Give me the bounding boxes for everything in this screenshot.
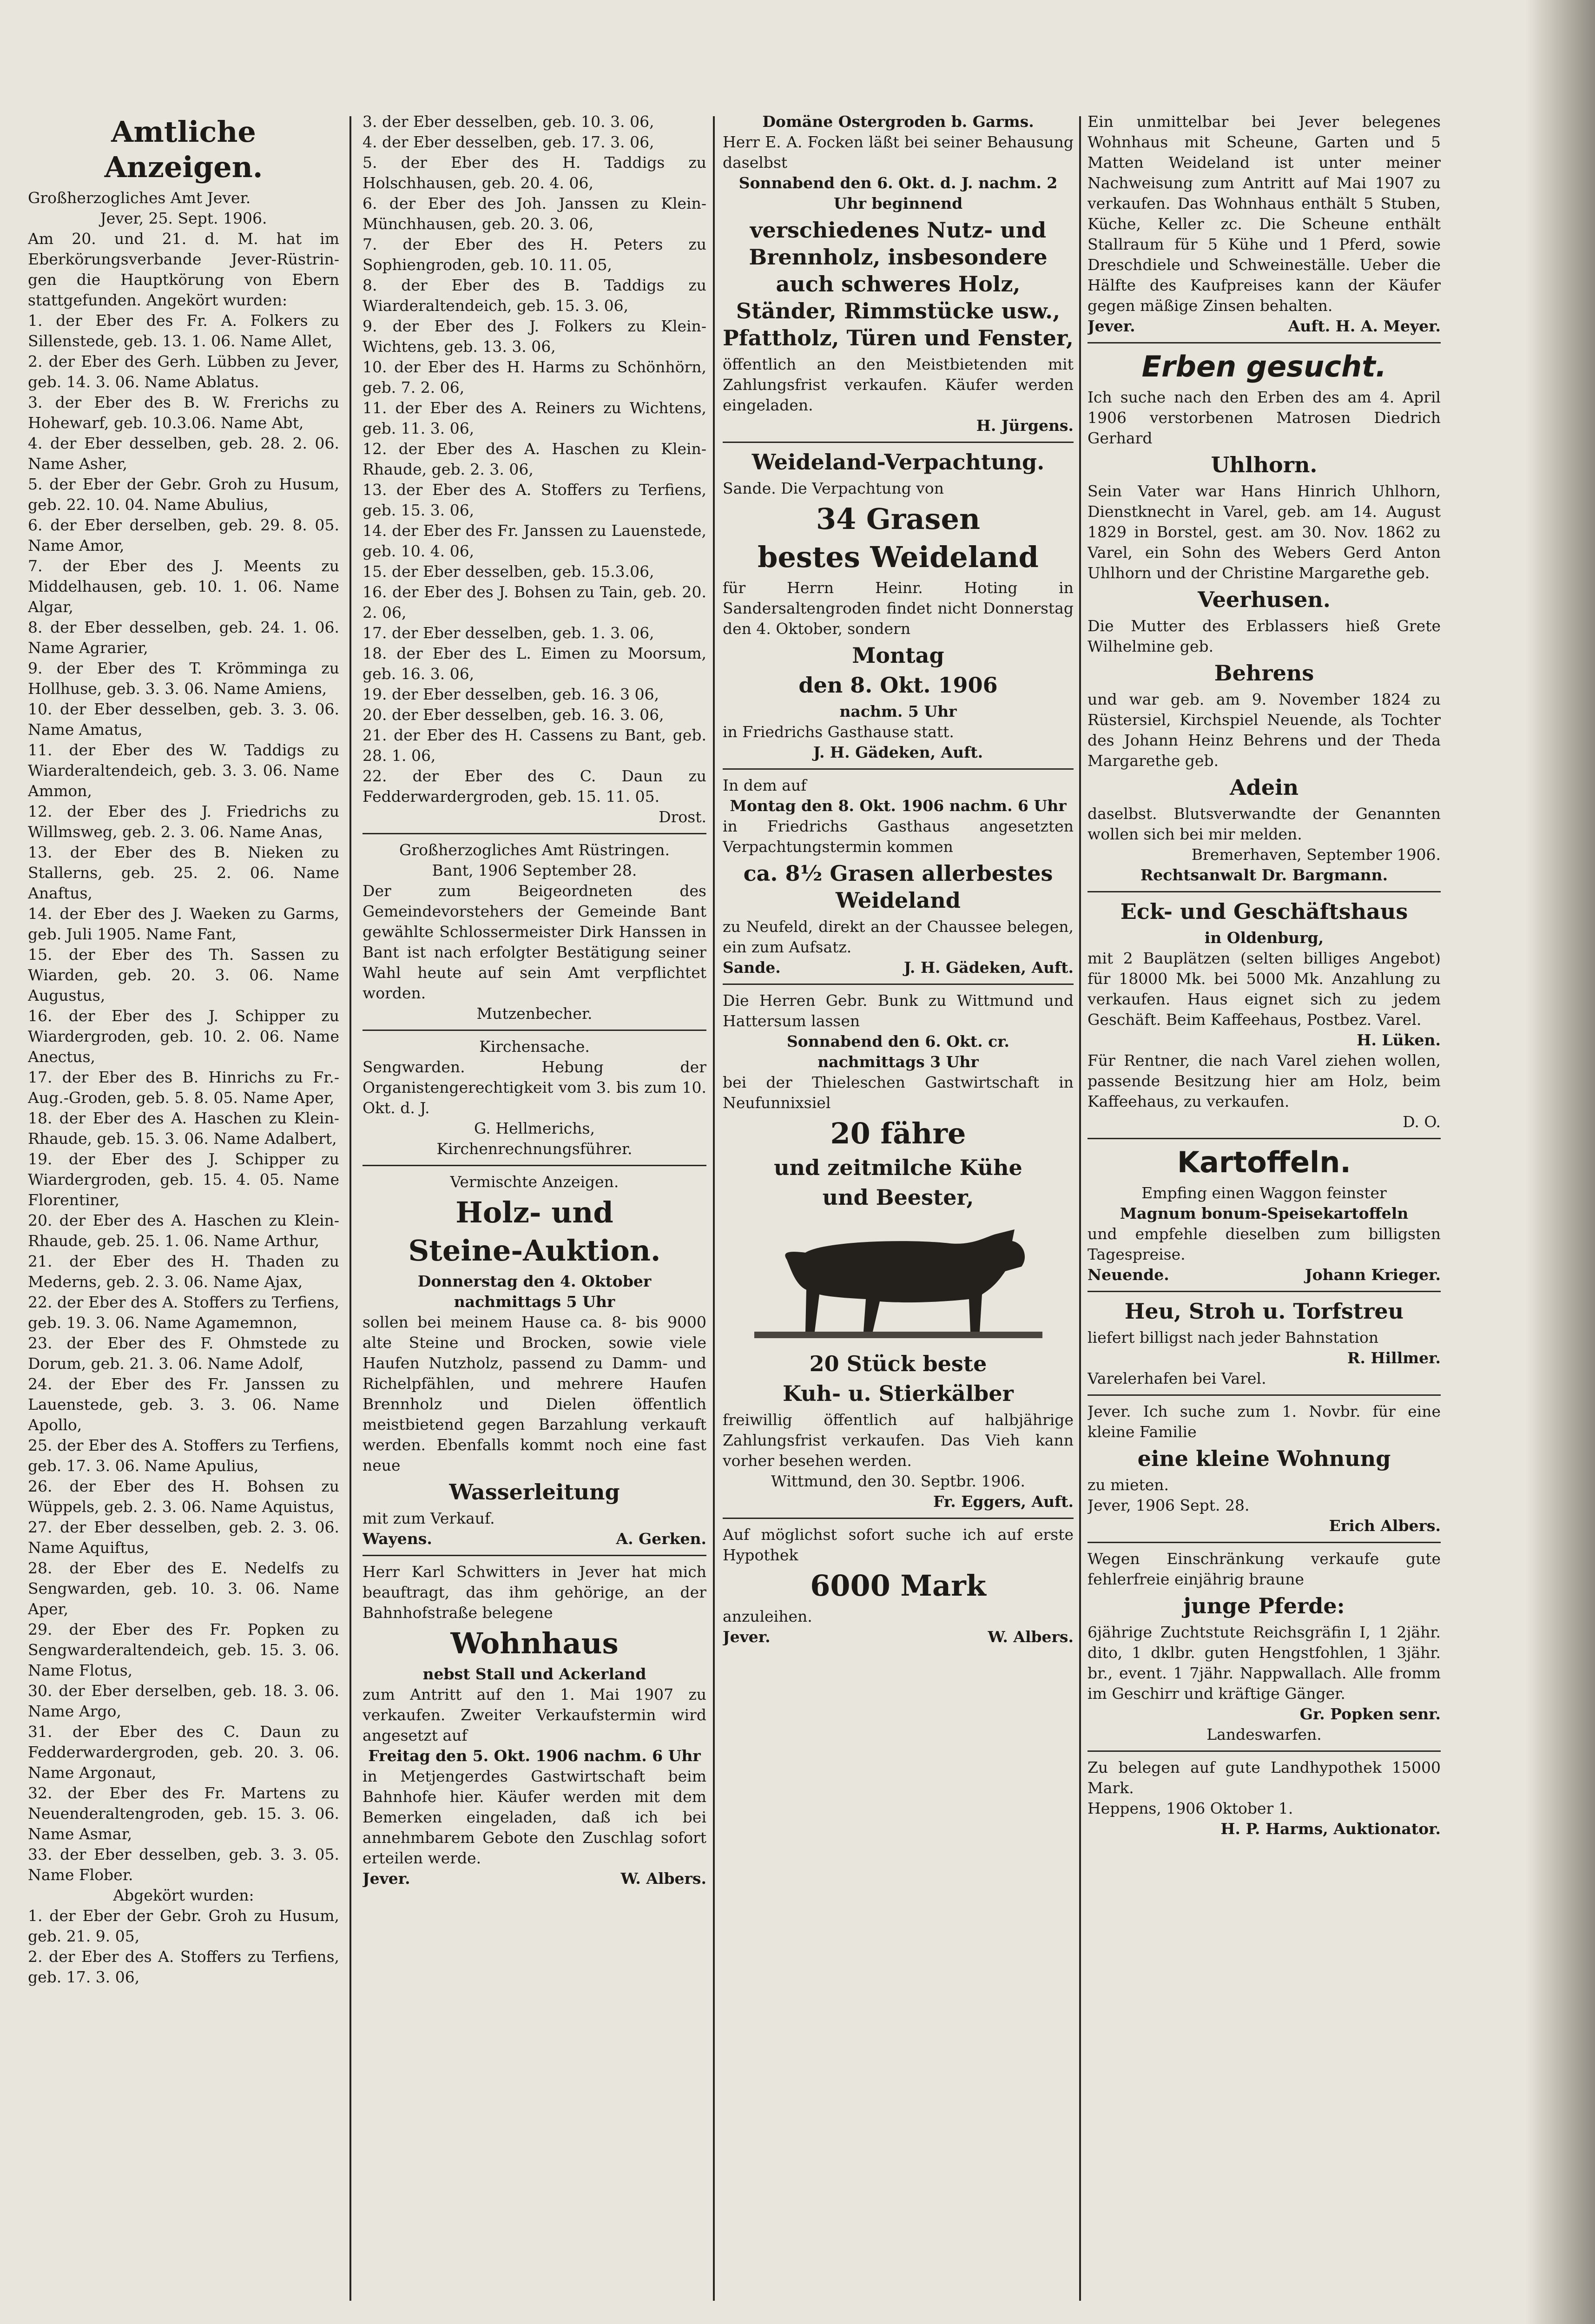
list-item: 12. der Eber des J. Friedrichs zu Willmsweg, geb. 2. 3. 06. Name Anas, (28, 802, 339, 841)
ad-text: Jever. Ich suche zum 1. Novbr. für eine kleine Familie (1088, 1402, 1441, 1441)
ad-subheadline: in Oldenburg, (1204, 929, 1324, 947)
ad-name: Adein (1229, 775, 1299, 800)
signature-place: Jever. (723, 1628, 771, 1646)
list-item: 10. der Eber desselben, geb. 3. 3. 06. Name Amatus, (28, 700, 339, 739)
list-item: 11. der Eber des A. Reiners zu Wichtens, geb. 11. 3. 06, (362, 399, 706, 437)
ad-headline: Holz- und (455, 1195, 613, 1229)
list-item: 33. der Eber desselben, geb. 3. 3. 05. Name Flober. (28, 1845, 339, 1884)
list-item: 19. der Eber desselben, geb. 16. 3 06, (362, 685, 659, 703)
list-item: 28. der Eber des E. Nedelfs zu Sengwarden, geb. 10. 3. 06. Name Aper, (28, 1559, 339, 1618)
list-item: 22. der Eber des C. Daun zu Fedderwardergroden, geb. 15. 11. 05. (362, 767, 706, 805)
ad-headline-large: junge Pferde: (1183, 1593, 1345, 1618)
ad-headline: Kartoffeln. (1177, 1145, 1351, 1179)
ad-text: für Herrn Heinr. Hoting in Sandersaltengroden findet nicht Donnerstag den 4. Oktober, sondern (723, 579, 1074, 638)
divider (1088, 1542, 1441, 1543)
list-item: 7. der Eber des H. Peters zu Sophiengroden, geb. 10. 11. 05, (362, 235, 706, 274)
ad-text: und war geb. am 9. November 1824 zu Rüstersiel, Kirchspiel Neuende, als Tochter des Johann Heinz Behrens und der Theda Margarethe geb. (1088, 690, 1441, 770)
ad-signature (723, 957, 1074, 978)
ad-text: mit zum Verkauf. (362, 1509, 495, 1527)
signature-name: J. H. Gädeken, Auft. (903, 958, 1074, 977)
ad-headline: Weideland-Verpachtung. (751, 449, 1045, 475)
ad-text: bei der Thieleschen Gastwirtschaft in Neufunnixsiel (723, 1073, 1074, 1112)
ad-name: Veerhusen. (1198, 587, 1331, 612)
ad-text: zu Neufeld, direkt an der Chaussee belegen, ein zum Aufsatz. (723, 918, 1074, 956)
ad-signature: D. O. (1403, 1113, 1441, 1131)
list-item: 4. der Eber desselben, geb. 17. 3. 06, (362, 133, 654, 151)
ad-name: Uhlhorn. (1211, 452, 1318, 477)
notice-date: Bant, 1906 September 28. (432, 861, 637, 879)
ad-datetime: nachm. 5 Uhr (839, 702, 957, 720)
list-item: 4. der Eber desselben, geb. 28. 2. 06. Name Asher, (28, 434, 339, 473)
divider (362, 1030, 706, 1031)
list-item: 17. der Eber desselben, geb. 1. 3. 06, (362, 624, 654, 642)
ad-text: Zu belegen auf gute Landhypothek 15000 Mark. (1088, 1758, 1441, 1797)
signature-name: Auft. H. A. Meyer. (1288, 317, 1441, 335)
divider (723, 442, 1074, 443)
signature-name: W. Albers. (988, 1628, 1074, 1646)
list-item: 14. der Eber des J. Waeken zu Garms, geb. Juli 1905. Name Fant, (28, 905, 339, 943)
signature: Mutzenbecher. (476, 1004, 593, 1023)
list-item: 24. der Eber des Fr. Janssen zu Lauenstede, geb. 3. 3. 06. Name Apollo, (28, 1375, 339, 1434)
column-4 (1088, 112, 1441, 2296)
ad-text: Für Rentner, die nach Varel ziehen wollen, passende Besitzung hier am Holz, beim Kaffeehaus, zu verkaufen. (1088, 1051, 1441, 1110)
boar-list-continued (362, 112, 706, 807)
divider (1088, 342, 1441, 343)
ad-text: in Friedrichs Gasthaus angesetzten Verpachtungstermin kommen (723, 817, 1074, 856)
section-subtitle: Kirchensache. (479, 1037, 590, 1056)
signature-place: Jever. (1088, 317, 1135, 335)
list-item: 9. der Eber des J. Folkers zu Klein-Wichtens, geb. 13. 3. 06, (362, 317, 706, 356)
list-item: 18. der Eber des L. Eimen zu Moorsum, geb. 16. 3. 06, (362, 644, 706, 683)
ad-text: in Friedrichs Gasthause statt. (723, 723, 954, 741)
boar-list (28, 310, 339, 1885)
divider (1088, 1394, 1441, 1396)
list-item: 3. der Eber desselben, geb. 10. 3. 06, (362, 112, 654, 131)
ad-headline: Wasserleitung (449, 1479, 620, 1505)
ad-text: mit 2 Bauplätzen (selten billiges Angebot) für 18000 Mk. bei 5000 Mk. Anzahlung zu verkaufen. Haus eignet sich zu jedem Geschäft. Beim Kaffeehaus, Postbez. Varel. (1088, 949, 1441, 1029)
list-item: 2. der Eber des A. Stoffers zu Terfiens, geb. 17. 3. 06, (28, 1948, 339, 1986)
signature-place: Jever. (362, 1869, 410, 1888)
ad-datetime: den 8. Okt. 1906 (798, 673, 998, 698)
list-item: 20. der Eber des A. Haschen zu Klein-Rhaude, geb. 25. 1. 06. Name Arthur, (28, 1211, 339, 1250)
ad-text: Empfing einen Waggon feinster (1141, 1184, 1387, 1202)
ad-text: daselbst. Blutsverwandte der Genannten wollen sich bei mir melden. (1088, 805, 1441, 843)
list-item: 29. der Eber des Fr. Popken zu Sengwarderaltendeich, geb. 15. 3. 06. Name Flotus, (28, 1620, 339, 1679)
ad-datetime: Montag den 8. Okt. 1906 nachm. 6 Uhr (730, 797, 1067, 815)
notice-text: Der zum Beigeordneten des Gemeindevorstehers der Gemeinde Bant gewählte Schlossermeister Dirk Hanssen in Bant ist nach erfolgter Bestätigung seiner Wahl heute auf sein Amt verpflichtet worden. (362, 882, 706, 1002)
list-item: 32. der Eber des Fr. Martens zu Neuenderaltengroden, geb. 15. 3. 06. Name Asmar, (28, 1784, 339, 1843)
list-item: 21. der Eber des H. Cassens zu Bant, geb. 28. 1. 06, (362, 726, 706, 765)
list-item: 31. der Eber des C. Daun zu Fedderwardergroden, geb. 20. 3. 06. Name Argonaut, (28, 1723, 339, 1782)
ad-text: Sein Vater war Hans Hinrich Uhlhorn, Dienstknecht in Varel, geb. am 14. August 1829 in Borstel, gest. am 30. Nov. 1862 zu Varel, ein Sohn des Webers Gerd Anton Uhlhorn und der Christine Margarethe geb. (1088, 482, 1441, 582)
ad-headline-large: ca. 8½ Grasen allerbestes Weideland (743, 861, 1053, 913)
ad-headline: Eck- und Geschäftshaus (1120, 899, 1408, 924)
divider (1088, 1138, 1441, 1139)
ad-text: zum Antritt auf den 1. Mai 1907 zu verkaufen. Zweiter Verkaufstermin wird angesetzt auf (362, 1685, 706, 1744)
list-item: 9. der Eber des T. Krömminga zu Hollhuse, geb. 3. 3. 06. Name Amiens, (28, 659, 339, 698)
ad-text: Wegen Einschränkung verkaufe gute fehlerfreie einjährig braune (1088, 1550, 1441, 1588)
ad-date: Heppens, 1906 Oktober 1. (1088, 1799, 1293, 1817)
column-rule (1079, 116, 1081, 2301)
ad-datetime: Freitag den 5. Okt. 1906 nachm. 6 Uhr (368, 1747, 701, 1765)
ad-text: Die Herren Gebr. Bunk zu Wittmund und Hattersum lassen (723, 991, 1074, 1030)
list-item: 2. der Eber des Gerh. Lübben zu Jever, geb. 14. 3. 06. Name Ablatus. (28, 352, 339, 391)
ad-headline: Erben gesucht. (1141, 350, 1387, 383)
signature-place: Wayens. (362, 1530, 432, 1548)
ad-headline-large: Kuh- u. Stierkälber (783, 1381, 1014, 1406)
ad-datetime: nachmittags 3 Uhr (817, 1053, 979, 1071)
list-item: 16. der Eber des J. Bohsen zu Tain, geb. 20. 2. 06, (362, 583, 706, 621)
list-item: 1. der Eber des Fr. A. Folkers zu Sillenstede, geb. 13. 1. 06. Name Allet, (28, 311, 339, 350)
ad-place: Landeswarfen. (1206, 1725, 1322, 1743)
list-item: 18. der Eber des A. Haschen zu Klein-Rhaude, geb. 15. 3. 06. Name Adalbert, (28, 1109, 339, 1148)
ad-signature: Erich Albers. (1329, 1517, 1441, 1535)
ad-text: freiwillig öffentlich auf halbjährige Zahlungsfrist verkaufen. Das Vieh kann vorher besehen werden. (723, 1411, 1074, 1470)
ad-signature: H. P. Harms, Auktionator. (1220, 1820, 1441, 1838)
ad-headline-large: 6000 Mark (810, 1569, 986, 1603)
list-item: 15. der Eber desselben, geb. 15.3.06, (362, 562, 654, 581)
ad-subheadline: Magnum bonum-Speisekartoffeln (1120, 1204, 1409, 1222)
signature: Drost. (659, 808, 706, 826)
list-item: 15. der Eber des Th. Sassen zu Wiarden, geb. 20. 3. 06. Name Augustus, (28, 945, 339, 1004)
ad-text: Sande. Die Verpachtung von (723, 479, 944, 497)
divider (1088, 1750, 1441, 1752)
divider (723, 1518, 1074, 1519)
divider (1088, 1291, 1441, 1292)
ad-subheadline: nebst Stall und Ackerland (422, 1665, 646, 1683)
divider (362, 1165, 706, 1166)
list-item: 5. der Eber des H. Taddigs zu Holschhausen, geb. 20. 4. 06, (362, 153, 706, 192)
ad-headline-large: und zeitmilche Kühe (774, 1155, 1022, 1180)
list-item: 13. der Eber des A. Stoffers zu Terfiens, geb. 15. 3. 06, (362, 481, 706, 519)
ad-signature (723, 1627, 1074, 1647)
ad-text: Auf möglichst sofort suche ich auf erste Hypothek (723, 1525, 1074, 1564)
list-item: 11. der Eber des W. Taddigs zu Wiarderaltendeich, geb. 3. 3. 06. Name Ammon, (28, 741, 339, 800)
column-rule (713, 116, 715, 2301)
ad-name: Behrens (1214, 660, 1314, 686)
divider (362, 833, 706, 834)
ad-date: Jever, 1906 Sept. 28. (1088, 1496, 1250, 1514)
ad-signature: J. H. Gädeken, Auft. (813, 743, 983, 761)
list-item: 27. der Eber desselben, geb. 2. 3. 06. Name Aquiftus, (28, 1518, 339, 1557)
list-item: 7. der Eber des J. Meents zu Middelhausen, geb. 10. 1. 06. Name Algar, (28, 557, 339, 616)
list-item: 23. der Eber des F. Ohmstede zu Dorum, geb. 21. 3. 06. Name Adolf, (28, 1334, 339, 1373)
ad-signature: H. Lüken. (1357, 1031, 1441, 1049)
ad-signature (1088, 316, 1441, 337)
column-2 (362, 112, 706, 2296)
office-name: Großherzogliches Amt Jever. (28, 189, 251, 207)
list-item: 3. der Eber des B. W. Frerichs zu Hohewarf, geb. 10.3.06. Name Abt, (28, 393, 339, 432)
ad-text: öffentlich an den Meistbietenden mit Zahlungsfrist verkaufen. Käufer werden eingeladen. (723, 355, 1074, 414)
signature-name: Johann Krieger. (1305, 1266, 1441, 1284)
signature: G. Hellmerichs, (474, 1119, 595, 1137)
ad-date: Wittmund, den 30. Septbr. 1906. (771, 1472, 1025, 1490)
ad-datetime: Sonnabend den 6. Okt. cr. (786, 1032, 1010, 1050)
list-item: 19. der Eber des J. Schipper zu Wiardergroden, geb. 15. 4. 05. Name Florentiner, (28, 1150, 339, 1209)
boar-list-removed (28, 1906, 339, 1987)
ad-headline: Steine-Auktion. (408, 1234, 661, 1268)
ad-text: Die Mutter des Erblassers hieß Grete Wilhelmine geb. (1088, 617, 1441, 655)
ad-headline-large: 20 fähre (830, 1116, 966, 1150)
notice-date: Jever, 25. Sept. 1906. (100, 209, 267, 227)
ad-signature (362, 1529, 706, 1549)
notice-text: Sengwarden. Hebung der Organistengerechtigkeit vom 3. bis zum 10. Okt. d. J. (362, 1058, 706, 1117)
divider (723, 984, 1074, 985)
ad-text: Ein unmittelbar bei Jever belegenes Wohnhaus mit Scheune, Garten und 5 Matten Weideland ist unter meiner Nachweisung zum Antritt auf Mai 1907 zu verkaufen. Das Wohnhaus enthält 5 Stuben, Küche, Keller zc. Die Scheune enthält Stallraum für 5 Kühe und 1 Pferd, sowie Dreschdiele und Schweineställe. Ueber die Hälfte des Kaufpreises kann der Käufer gegen mäßige Zinsen behalten. (1088, 112, 1441, 315)
ad-headline: Heu, Stroh u. Torfstreu (1124, 1299, 1404, 1324)
ad-date: Bremerhaven, September 1906. (1191, 845, 1441, 864)
list-item: 20. der Eber desselben, geb. 16. 3. 06, (362, 706, 664, 724)
ad-datetime: Donnerstag den 4. Oktober nachmittags 5 Uhr (417, 1272, 652, 1311)
ad-headline-large: bestes Weideland (758, 540, 1039, 574)
column-rule (349, 116, 351, 2301)
list-item: 16. der Eber des J. Schipper zu Wiardergroden, geb. 10. 2. 06. Name Anectus, (28, 1007, 339, 1066)
ad-headline: Domäne Ostergroden b. Garms. (762, 112, 1034, 131)
list-item: 17. der Eber des B. Hinrichs zu Fr.-Aug.-Groden, geb. 5. 8. 05. Name Aper, (28, 1068, 339, 1107)
office-name: Großherzogliches Amt Rüstringen. (399, 841, 670, 859)
ad-text: liefert billigst nach jeder Bahnstation (1088, 1328, 1379, 1347)
divider (362, 1555, 706, 1556)
signature-name: W. Albers. (620, 1869, 706, 1888)
list-item: 30. der Eber derselben, geb. 18. 3. 06. Name Argo, (28, 1682, 339, 1720)
list-item: 21. der Eber des H. Thaden zu Mederns, geb. 2. 3. 06. Name Ajax, (28, 1252, 339, 1291)
ad-signature: R. Hillmer. (1347, 1349, 1441, 1367)
list-item: 25. der Eber des A. Stoffers zu Terfiens, geb. 17. 3. 06. Name Apulius, (28, 1436, 339, 1475)
ad-text: anzuleihen. (723, 1607, 812, 1625)
ad-text: in Metjengerdes Gastwirtschaft beim Bahnhofe hier. Käufer werden mit dem Bemerken eingeladen, daß ich bei annehmbarem Gebote den Zuschlag sofort erteilen werde. (362, 1767, 706, 1867)
list-item: 12. der Eber des A. Haschen zu Klein-Rhaude, geb. 2. 3. 06, (362, 440, 706, 478)
ad-signature: Fr. Eggers, Auft. (933, 1492, 1074, 1511)
page-binding-shadow (1525, 0, 1595, 2324)
ad-place: Varelerhafen bei Varel. (1088, 1369, 1266, 1387)
list-item: 1. der Eber der Gebr. Groh zu Husum, geb. 21. 9. 05, (28, 1907, 339, 1945)
column-1 (28, 112, 339, 2296)
ad-text: Herr Karl Schwitters in Jever hat mich beauftragt, das ihm gehörige, an der Bahnhofstraße belegene (362, 1563, 706, 1622)
list-item: 22. der Eber des A. Stoffers zu Terfiens, geb. 19. 3. 06. Name Agamemnon, (28, 1293, 339, 1332)
signature-name: A. Gerken. (616, 1530, 706, 1548)
section-title: Amtliche Anzeigen. (104, 115, 263, 184)
ad-text: sollen bei meinem Hause ca. 8- bis 9000 alte Steine und Brocken, sowie viele Haufen Nutzholz, passend zu Damm- und Richelpfählen, und mehrere Haufen Brennholz und Dielen öffentlich meistbietend gegen Barzahlung verkauft werden. Ebenfalls kommt noch eine fast neue (362, 1313, 706, 1474)
list-item: 26. der Eber des H. Bohsen zu Wüppels, geb. 2. 3. 06. Name Aquistus, (28, 1477, 339, 1516)
signature-place: Sande. (723, 958, 781, 977)
cow-illustration (754, 1215, 1042, 1346)
list-item: 8. der Eber des B. Taddigs zu Wiarderaltendeich, geb. 15. 3. 06, (362, 276, 706, 315)
divider (723, 768, 1074, 770)
ad-headline-large: eine kleine Wohnung (1137, 1446, 1391, 1471)
ad-text: Herr E. A. Focken läßt bei seiner Behausung daselbst (723, 133, 1074, 172)
ad-text: und empfehle dieselben zum billigsten Tagespreise. (1088, 1225, 1441, 1263)
ad-signature: Gr. Popken senr. (1299, 1705, 1441, 1723)
list-item: 6. der Eber des Joh. Janssen zu Klein-Münchhausen, geb. 20. 3. 06, (362, 194, 706, 233)
notice-intro: Am 20. und 21. d. M. hat im Eberkörungsverbande Jever-Rüstrin- gen die Hauptkörung von Ebern stattgefunden. Angekört wurden: (28, 230, 339, 309)
ad-headline-large: 34 Grasen (816, 502, 981, 536)
ad-text: Ich suche nach den Erben des am 4. April 1906 verstorbenen Matrosen Diedrich Gerhard (1088, 388, 1441, 447)
section-subtitle: Vermischte Anzeigen. (450, 1173, 619, 1191)
ad-text: 6jährige Zuchtstute Reichsgräfin I, 1 2jähr. dito, 1 dklbr. guten Hengstfohlen, 1 3jähr. br., event. 1 7jähr. Nappwallach. Alle fromm im Geschirr und kräftige Gänger. (1088, 1623, 1441, 1703)
ad-text: In dem auf (723, 776, 807, 794)
ad-text: zu mieten. (1088, 1476, 1169, 1494)
list-item: 8. der Eber desselben, geb. 24. 1. 06. Name Agrarier, (28, 618, 339, 657)
ad-datetime: Sonnabend den 6. Okt. d. J. nachm. 2 Uhr beginnend (738, 174, 1058, 212)
ad-signature: H. Jürgens. (976, 416, 1074, 435)
ad-headline: Wohnhaus (450, 1626, 619, 1660)
column-3 (723, 112, 1074, 2296)
signature-place: Neuende. (1088, 1266, 1169, 1284)
ad-signature (1088, 1265, 1441, 1285)
ad-signature (362, 1868, 706, 1889)
notice-subhead: Abgekört wurden: (113, 1886, 254, 1904)
list-item: 5. der Eber der Gebr. Groh zu Husum, geb. 22. 10. 04. Name Abulius, (28, 475, 339, 514)
divider (1088, 891, 1441, 892)
list-item: 13. der Eber des B. Nieken zu Stallerns, geb. 25. 2. 06. Name Anaftus, (28, 843, 339, 902)
ad-headline-large: und Beester, (822, 1185, 974, 1210)
ad-headline-large: verschiedenes Nutz- und Brennholz, insbesondere auch schweres Holz, Ständer, Rimmstücke usw., Pfattholz, Türen und Fenster, (723, 218, 1074, 350)
ad-signature: Rechtsanwalt Dr. Bargmann. (1140, 866, 1388, 884)
ad-datetime: Montag (852, 643, 944, 668)
list-item: 14. der Eber des Fr. Janssen zu Lauenstede, geb. 10. 4. 06, (362, 522, 706, 560)
list-item: 10. der Eber des H. Harms zu Schönhörn, geb. 7. 2. 06, (362, 358, 706, 396)
ad-headline-large: 20 Stück beste (809, 1351, 987, 1376)
list-item: 6. der Eber derselben, geb. 29. 8. 05. Name Amor, (28, 516, 339, 555)
signature-title: Kirchenrechnungsführer. (436, 1140, 633, 1158)
